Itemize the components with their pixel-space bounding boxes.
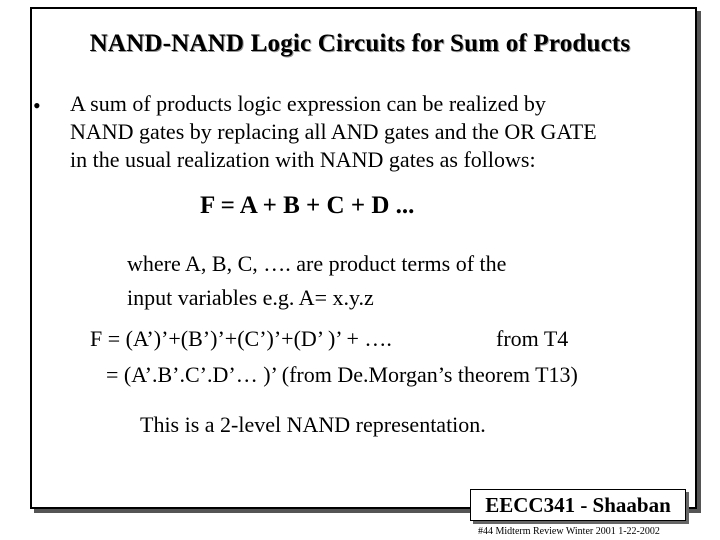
derivation-line-2: = (A’.B’.C’.D’… )’ (from De.Morgan’s theorem T13) xyxy=(106,362,578,387)
bullet-icon: • xyxy=(33,93,41,118)
where-block xyxy=(127,247,647,315)
bullet-paragraph xyxy=(70,90,690,174)
bullet-line-3: in the usual realization with NAND gates as follows: xyxy=(70,147,536,172)
where-line-1: where A, B, C, …. are product terms of the xyxy=(127,251,507,276)
slide-title: NAND-NAND Logic Circuits for Sum of Products xyxy=(89,30,631,57)
derivation-note-t4: from T4 xyxy=(496,326,569,351)
formula-main: F = A + B + C + D ... xyxy=(200,192,415,219)
footer-info: #44 Midterm Review Winter 2001 1-22-2002 xyxy=(478,526,660,537)
conclusion-text: This is a 2-level NAND representation. xyxy=(140,412,486,437)
bullet-line-1: A sum of products logic expression can be realized by xyxy=(70,91,546,116)
derivation-line-1: F = (A’)’+(B’)’+(C’)’+(D’ )’ + …. xyxy=(90,326,392,351)
bullet-line-2: NAND gates by replacing all AND gates and the OR GATE xyxy=(70,119,597,144)
course-label: EECC341 - Shaaban xyxy=(470,489,686,521)
where-line-2: input variables e.g. A= x.y.z xyxy=(127,285,374,310)
